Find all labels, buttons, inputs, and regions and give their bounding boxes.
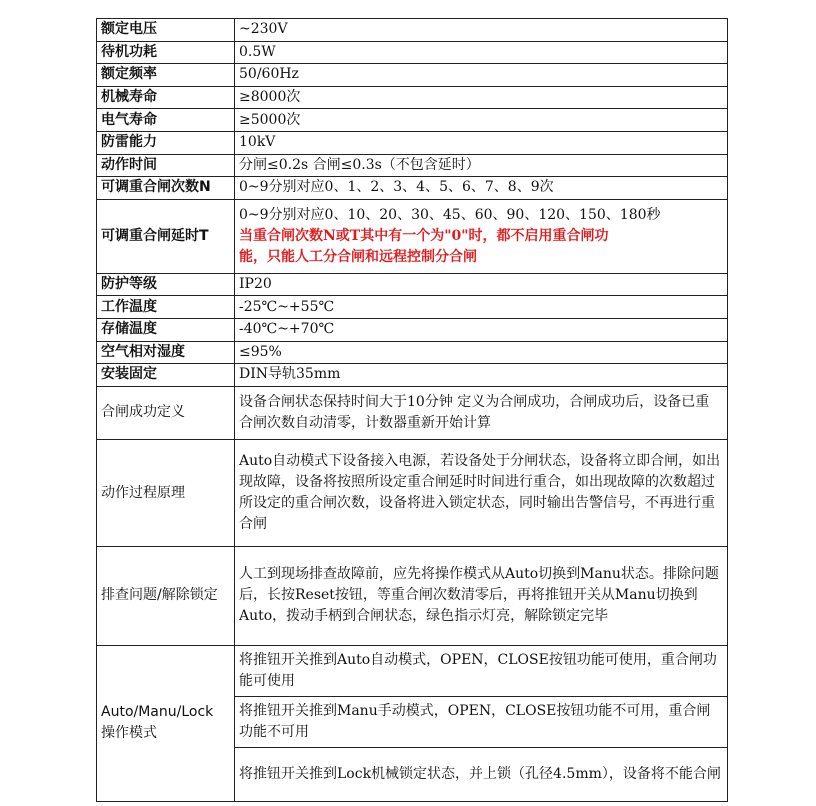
table-row xyxy=(97,199,728,273)
table-row xyxy=(97,109,728,132)
row-label-operation-mode xyxy=(97,645,235,801)
row-value-working-temp: -25℃~+55℃ xyxy=(235,296,728,319)
row-label-close-success: 合闸成功定义 xyxy=(97,386,235,439)
table-row xyxy=(97,19,728,42)
table-row xyxy=(97,131,728,154)
manu-mode-text: 将推钮开关推到Manu手动模式，OPEN，CLOSE按钮功能不可用，重合闸功能不可用 xyxy=(239,703,711,741)
unlock-text: 人工到现场排查故障前，应先将操作模式从Auto切换到Manu状态。排除问题后，长按Reset按钮，等重合闸次数清零后，再将推钮开关从Manu切换到Auto，拨动手柄到合闸状态，绿色指示灯亮，解除锁定完毕 xyxy=(239,566,719,625)
row-value-action-process xyxy=(235,440,728,547)
reclose-warning-line1: 当重合闸次数N或T其中有一个为"0"时，都不启用重合闸功 xyxy=(239,227,609,244)
row-value-lightning-protection: 10kV xyxy=(235,131,728,154)
table-row xyxy=(97,318,728,341)
row-value-close-success xyxy=(235,386,728,439)
operation-mode-label-line2: 操作模式 xyxy=(101,725,157,742)
table-row xyxy=(97,86,728,109)
row-label-action-time: 动作时间 xyxy=(97,154,235,177)
lock-mode-text: 将推钮开关推到Lock机械锁定状态，并上锁（孔径4.5mm），设备将不能合闸 xyxy=(239,766,721,783)
close-success-text: 设备合闸状态保持时间大于10分钟 定义为合闸成功，合闸成功后，设备已重合闸次数自动清零，计数器重新开始计算 xyxy=(239,393,710,431)
row-label-rated-voltage: 额定电压 xyxy=(97,19,235,42)
row-value-reclose-count: 0~9分别对应0、1、2、3、4、5、6、7、8、9次 xyxy=(235,177,728,200)
row-label-reclose-delay: 可调重合闸延时T xyxy=(97,199,235,273)
table-row xyxy=(97,364,728,387)
row-label-storage-temp: 存储温度 xyxy=(97,318,235,341)
row-value-storage-temp: -40℃~+70℃ xyxy=(235,318,728,341)
row-value-mechanical-life: ≥8000次 xyxy=(235,86,728,109)
row-label-humidity: 空气相对湿度 xyxy=(97,341,235,364)
table-row xyxy=(97,645,728,696)
reclose-delay-mapping: 0~9分别对应0、10、20、30、45、60、90、120、150、180秒 xyxy=(239,206,661,223)
row-value-humidity: ≤95% xyxy=(235,341,728,364)
row-value-unlock xyxy=(235,546,728,645)
row-value-rated-frequency: 50/60Hz xyxy=(235,64,728,87)
row-value-manu-mode xyxy=(235,696,728,747)
spec-table xyxy=(96,18,728,802)
row-value-lock-mode xyxy=(235,748,728,802)
row-label-protection-grade: 防护等级 xyxy=(97,273,235,296)
operation-mode-label-line1: Auto/Manu/Lock xyxy=(101,704,214,721)
table-row xyxy=(97,546,728,645)
table-row xyxy=(97,296,728,319)
row-label-mechanical-life: 机械寿命 xyxy=(97,86,235,109)
row-label-unlock: 排查问题/解除锁定 xyxy=(97,546,235,645)
table-row xyxy=(97,341,728,364)
row-value-action-time: 分闸≤0.2s 合闸≤0.3s（不包含延时） xyxy=(235,154,728,177)
row-value-rated-voltage: ~230V xyxy=(235,19,728,42)
row-label-action-process: 动作过程原理 xyxy=(97,440,235,547)
row-value-installation: DIN导轨35mm xyxy=(235,364,728,387)
row-label-standby-power: 待机功耗 xyxy=(97,41,235,64)
row-value-reclose-delay xyxy=(235,199,728,273)
table-row xyxy=(97,41,728,64)
row-value-protection-grade: IP20 xyxy=(235,273,728,296)
row-value-auto-mode xyxy=(235,645,728,696)
row-value-electrical-life: ≥5000次 xyxy=(235,109,728,132)
row-label-electrical-life: 电气寿命 xyxy=(97,109,235,132)
row-label-lightning-protection: 防雷能力 xyxy=(97,131,235,154)
table-row xyxy=(97,64,728,87)
auto-mode-text: 将推钮开关推到Auto自动模式，OPEN，CLOSE按钮功能可使用，重合闸功能可使用 xyxy=(239,651,717,689)
reclose-warning-line2: 能，只能人工分合闸和远程控制分合闸 xyxy=(239,248,477,265)
table-row xyxy=(97,440,728,547)
row-label-working-temp: 工作温度 xyxy=(97,296,235,319)
row-label-reclose-count: 可调重合闸次数N xyxy=(97,177,235,200)
action-process-text: Auto自动模式下设备接入电源，若设备处于分闸状态，设备将立即合闸，如出现故障，设备将按照所设定重合闸延时时间进行重合，如出现故障的次数超过所设定的重合闸次数，设备将进入锁定状态，同时输出告警信号，不再进行重合闸 xyxy=(239,453,721,533)
table-row xyxy=(97,273,728,296)
table-row xyxy=(97,177,728,200)
table-row xyxy=(97,386,728,439)
row-value-standby-power: 0.5W xyxy=(235,41,728,64)
table-row xyxy=(97,154,728,177)
row-label-rated-frequency: 额定频率 xyxy=(97,64,235,87)
row-label-installation: 安装固定 xyxy=(97,364,235,387)
